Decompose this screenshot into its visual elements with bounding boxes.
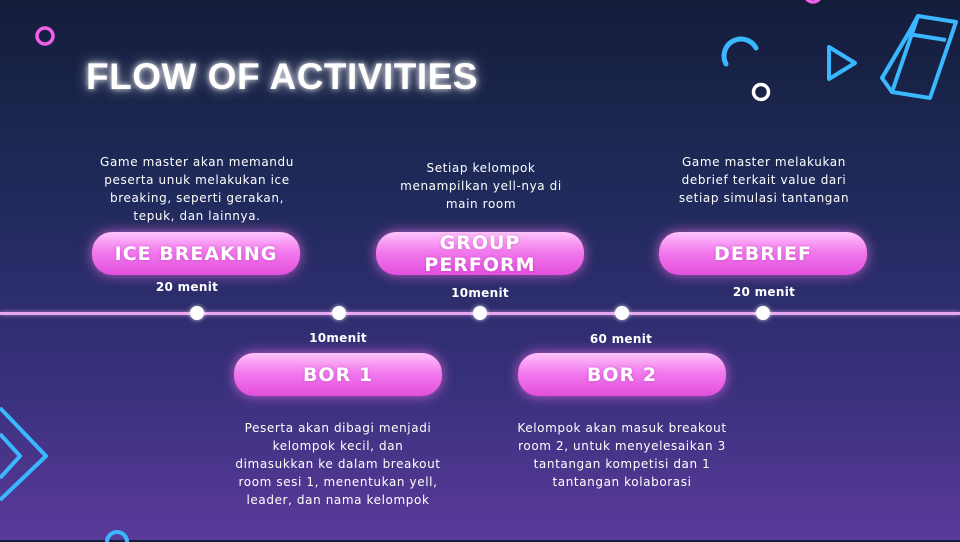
activity-label: BOR 2 xyxy=(586,363,658,386)
duration-group-perform: 10menit xyxy=(451,286,509,300)
timeline-dot xyxy=(756,306,770,320)
description-line: main room xyxy=(445,197,517,211)
activity-group-perform xyxy=(376,232,584,275)
description-line: debrief terkait value dari xyxy=(681,173,847,187)
activity-bor-1 xyxy=(234,353,442,396)
description-line: tantangan kompetisi dan 1 xyxy=(533,457,711,471)
description-line: tepuk, dan lainnya. xyxy=(133,209,261,223)
description-line: setiap simulasi tantangan xyxy=(678,191,850,205)
description-line: Peserta akan dibagi menjadi xyxy=(244,421,432,435)
description-debrief xyxy=(664,153,864,207)
page-title: FLOW OF ACTIVITIES xyxy=(86,56,478,97)
duration-bor-2: 60 menit xyxy=(589,332,653,346)
activity-label: ICE BREAKING xyxy=(114,242,278,265)
duration-debrief: 20 menit xyxy=(732,285,796,299)
description-line: dimasukkan ke dalam breakout xyxy=(235,457,441,471)
pink-ring-icon xyxy=(800,0,826,12)
timeline-dot xyxy=(615,306,629,320)
description-line: room sesi 1, menentukan yell, xyxy=(238,475,438,489)
description-line: Setiap kelompok xyxy=(426,161,536,175)
blue-arc-icon xyxy=(718,34,766,78)
play-triangle-icon xyxy=(824,42,860,84)
activity-label: DEBRIEF xyxy=(714,242,812,265)
activity-label: GROUP PERFORM xyxy=(424,231,536,276)
activity-bor-2 xyxy=(518,353,726,396)
pink-ring-icon xyxy=(34,25,56,47)
white-ring-icon xyxy=(750,81,772,103)
timeline-dot xyxy=(190,306,204,320)
description-line: leader, dan nama kelompok xyxy=(246,493,430,507)
description-line: peserta unuk melakukan ice xyxy=(104,173,290,187)
duration-bor-1: 10menit xyxy=(309,331,367,345)
activity-ice-breaking xyxy=(92,232,300,275)
description-line: Kelompok akan masuk breakout xyxy=(517,421,727,435)
description-line: Game master akan memandu xyxy=(100,155,294,169)
description-line: Game master melakukan xyxy=(682,155,846,169)
description-group-perform xyxy=(372,159,590,213)
description-ice-breaking xyxy=(82,153,312,225)
description-line: tantangan kolaborasi xyxy=(552,475,692,489)
activity-debrief xyxy=(659,232,867,275)
activity-label: BOR 1 xyxy=(302,363,374,386)
duration-ice-breaking: 20 menit xyxy=(155,280,219,294)
description-bor-1 xyxy=(222,419,454,509)
neon-cube-icon xyxy=(878,8,960,112)
description-line: kelompok kecil, dan xyxy=(272,439,404,453)
description-bor-2 xyxy=(502,419,742,491)
chevron-right-icon xyxy=(0,402,56,502)
description-line: breaking, seperti gerakan, xyxy=(110,191,284,205)
timeline-dot xyxy=(473,306,487,320)
description-line: room 2, untuk menyelesaikan 3 xyxy=(518,439,726,453)
timeline-dot xyxy=(332,306,346,320)
description-line: menampilkan yell-nya di xyxy=(400,179,562,193)
